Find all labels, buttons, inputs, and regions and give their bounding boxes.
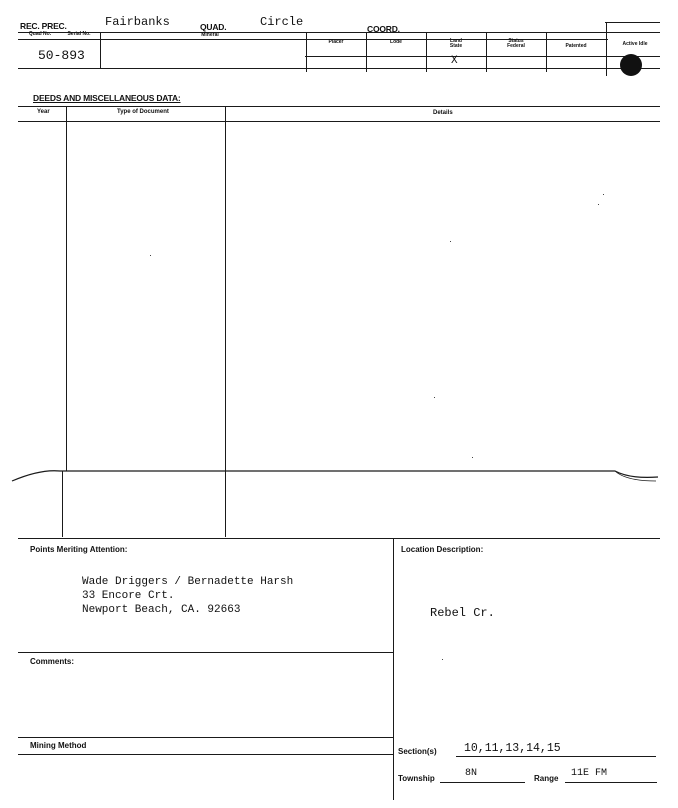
location-label: Location Description:: [401, 545, 484, 554]
points-line-1: Wade Driggers / Bernadette Harsh: [82, 576, 294, 588]
sections-label: Section(s): [398, 747, 437, 756]
col-mineral: Mineral: [201, 32, 219, 38]
speck: [150, 255, 151, 256]
deeds-header-top-rule: [18, 106, 660, 107]
rec-prec-value: Fairbanks: [105, 15, 170, 29]
col-active-idle: Active Idle: [622, 41, 648, 47]
divider-mineral: [306, 32, 307, 72]
punch-hole: [620, 54, 642, 76]
speck: [442, 659, 443, 660]
divider-land-state: [486, 32, 487, 72]
header-rule: [18, 32, 660, 33]
land-state-mark: X: [451, 55, 458, 67]
range-value: 11E FM: [571, 768, 608, 779]
speck: [434, 397, 435, 398]
record-bottom-rule-left: [18, 68, 100, 69]
coord-label: COORD.: [367, 24, 400, 34]
mining-top-rule: [18, 737, 393, 738]
mining-method-label: Mining Method: [30, 741, 87, 750]
comments-top-rule: [18, 652, 393, 653]
col-lode: Lode: [390, 39, 402, 45]
speck: [598, 204, 599, 205]
township-label: Township: [398, 774, 435, 783]
speck: [472, 457, 473, 458]
divider-placer: [366, 32, 367, 72]
rec-prec-label: REC. PREC.: [20, 21, 67, 31]
points-label: Points Meriting Attention:: [30, 545, 128, 554]
township-underline: [440, 782, 525, 783]
divider-serial: [100, 32, 101, 68]
quad-value: Circle: [260, 15, 304, 29]
quad-label: QUAD.: [200, 22, 227, 32]
divider-status-federal: [546, 32, 547, 72]
comments-label: Comments:: [30, 657, 75, 666]
sections-underline: [456, 756, 656, 757]
col-quad-no: Quad No.: [28, 31, 52, 37]
col-serial-no: Serial No.: [67, 31, 91, 37]
location-value: Rebel Cr.: [430, 606, 495, 620]
active-idle-top-rule: [605, 22, 660, 23]
township-value: 8N: [465, 768, 478, 779]
deeds-col-type: Type of Document: [117, 109, 169, 115]
col-placer: Placer: [328, 39, 344, 45]
deeds-section-title: DEEDS AND MISCELLANEOUS DATA:: [33, 93, 181, 103]
col-land-state: Land State: [449, 38, 463, 49]
col-status-federal: Status Federal: [507, 38, 525, 49]
range-label: Range: [534, 774, 559, 783]
lower-center-divider: [393, 538, 394, 800]
points-line-3: Newport Beach, CA. 92663: [82, 604, 241, 616]
deeds-col-details: Details: [433, 110, 453, 116]
range-underline: [565, 782, 657, 783]
record-bottom-rule: [100, 68, 660, 69]
speck: [450, 241, 451, 242]
deeds-divider-year: [66, 106, 67, 471]
mining-bottom-rule: [18, 754, 393, 755]
quad-number-value: 50-893: [38, 48, 85, 63]
deeds-col-year: Year: [37, 109, 50, 115]
fold-line: [0, 455, 678, 495]
col-patented: Patented: [565, 43, 587, 49]
speck: [603, 194, 604, 195]
divider-lode: [426, 32, 427, 72]
deeds-header-bottom-rule: [18, 121, 660, 122]
sections-value: 10,11,13,14,15: [464, 742, 561, 755]
points-line-2: 33 Encore Crt.: [82, 590, 175, 602]
divider-patented: [606, 22, 607, 76]
lower-top-rule: [18, 538, 660, 539]
